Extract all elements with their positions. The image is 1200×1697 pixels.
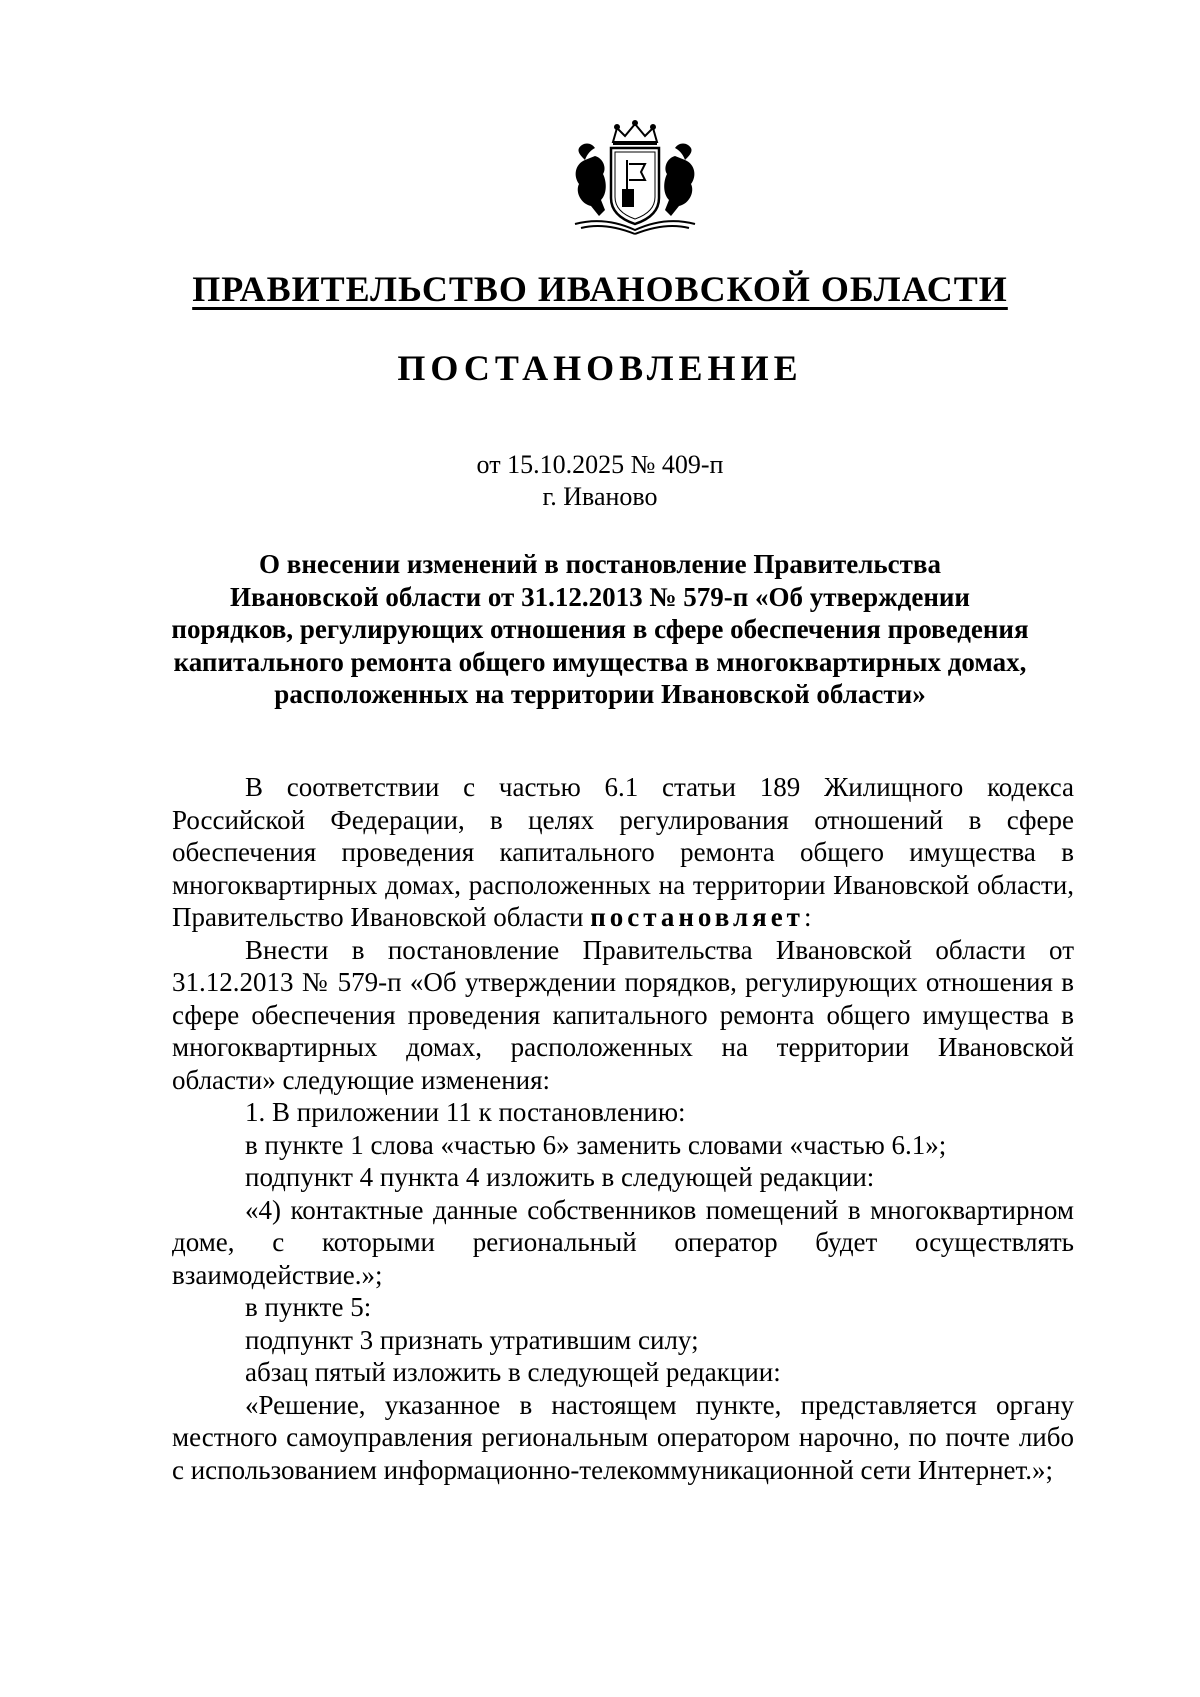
date-number: от 15.10.2025 № 409-п xyxy=(476,450,724,479)
document-meta xyxy=(0,449,1200,513)
subject-line: капитального ремонта общего имущества в многоквартирных домах, xyxy=(173,646,1027,677)
resolution-verb: постановляет xyxy=(590,902,804,932)
document-type: ПОСТАНОВЛЕНИЕ xyxy=(397,348,803,388)
subject-line: Ивановской области от 31.12.2013 № 579-п «Об утверждении xyxy=(230,581,970,612)
paragraph: Внести в постановление Правительства Ивановской области от 31.12.2013 № 579-п «Об утверждении порядков, регулирующих отношения в сфере обеспечения проведения капитального ремонта общего имущества в многоквартирных домах, расположенных на территории Ивановской области» следующие изменения: xyxy=(172,934,1074,1095)
paragraph: В соответствии с частью 6.1 статьи 189 Жилищного кодекса Российской Федерации, в целях регулирования отношений в сфере обеспечения проведения капитального ремонта общего имущества в многоквартирных домах, расположенных на территории Ивановской области, Правительство Ивановской области постановляет: xyxy=(172,772,1074,932)
city: г. Иваново xyxy=(542,482,658,511)
government-name: ПРАВИТЕЛЬСТВО ИВАНОВСКОЙ ОБЛАСТИ xyxy=(192,269,1008,309)
paragraph: подпункт 3 признать утратившим силу; xyxy=(245,1324,699,1355)
subject-line: порядков, регулирующих отношения в сфере обеспечения проведения xyxy=(171,614,1029,644)
subject-line: расположенных на территории Ивановской области» xyxy=(274,679,926,709)
document-body xyxy=(172,771,1074,1486)
paragraph: абзац пятый изложить в следующей редакции: xyxy=(245,1357,781,1387)
coat-of-arms-icon xyxy=(565,120,705,235)
paragraph: в пункте 1 слова «частью 6» заменить словами «частью 6.1»; xyxy=(245,1129,947,1160)
subject-line: О внесении изменений в постановление Правительства xyxy=(259,549,941,579)
document-subject xyxy=(100,548,1100,711)
paragraph: в пункте 5: xyxy=(245,1292,372,1322)
paragraph: «Решение, указанное в настоящем пункте, представляется органу местного самоуправления региональным оператором нарочно, по почте либо с использованием информационно-телекоммуникационной сети Интернет.»; xyxy=(172,1389,1074,1485)
paragraph: «4) контактные данные собственников помещений в многоквартирном доме, с которыми региональный оператор будет осуществлять взаимодействие.»; xyxy=(172,1194,1074,1290)
paragraph: 1. В приложении 11 к постановлению: xyxy=(245,1097,686,1127)
paragraph: подпункт 4 пункта 4 изложить в следующей редакции: xyxy=(245,1162,875,1192)
